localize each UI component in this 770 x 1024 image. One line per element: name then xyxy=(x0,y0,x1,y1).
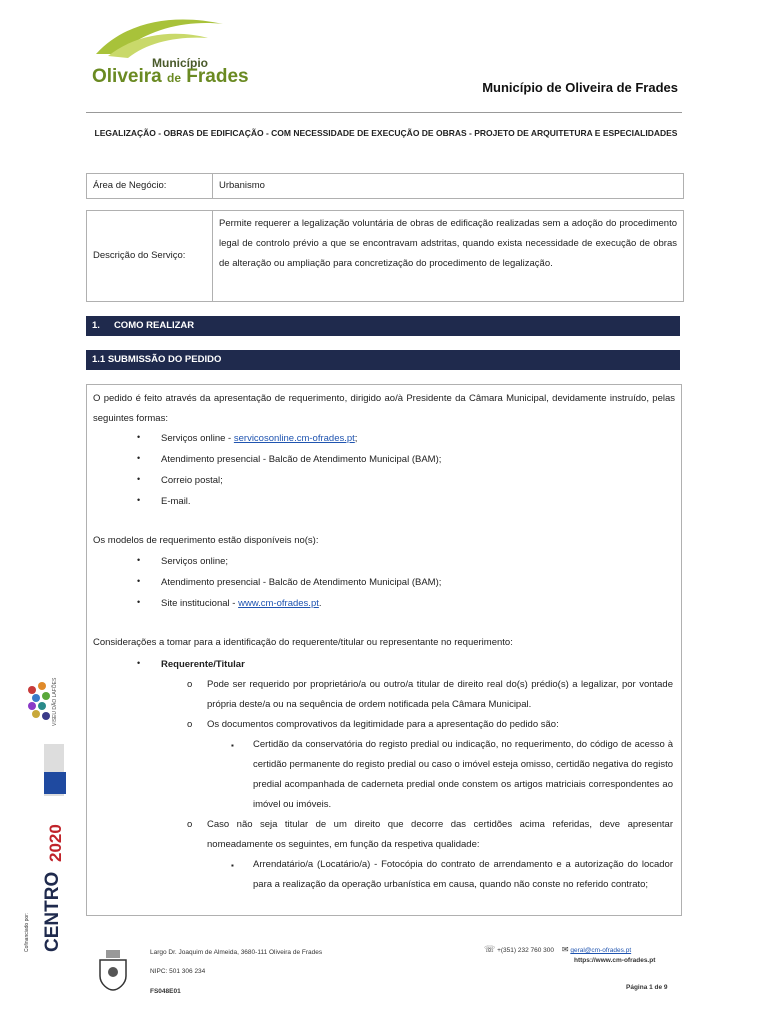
form-item-correio: Correio postal; xyxy=(161,475,223,486)
page-number: Página 1 de 9 xyxy=(626,984,668,991)
viseu-label: VISEU DÃO LAFÕES xyxy=(52,677,58,726)
content-box xyxy=(86,384,682,916)
area-label: Área de Negócio: xyxy=(87,174,213,198)
form-item-email: E-mail. xyxy=(161,496,191,507)
bullet-icon: • xyxy=(137,555,141,565)
section-como-realizar: 1. COMO REALIZAR xyxy=(86,316,680,336)
bullet-icon: • xyxy=(137,453,141,463)
document-title: LEGALIZAÇÃO - OBRAS DE EDIFICAÇÃO - COM NECESSIDADE DE EXECUÇÃO DE OBRAS - PROJETO DE ARQUITETURA E ESPECIALIDADES xyxy=(94,128,678,138)
circle-bullet-icon: o xyxy=(187,819,193,830)
website-link[interactable]: https://www.cm-ofrades.pt xyxy=(574,957,656,964)
sub-item-3: Caso não seja titular de um direito que decorre das certidões acima referidas, deve apresentar nomeadamente os seguintes, em função da respetiva qualidade: xyxy=(207,819,673,850)
bullet-icon: • xyxy=(137,474,141,484)
form-code: FS048E01 xyxy=(150,988,181,995)
models-intro: Os modelos de requerimento estão disponíveis no(s): xyxy=(93,535,319,546)
phone-icon: ☏ xyxy=(484,944,496,954)
cim-logo-icon xyxy=(22,676,72,736)
cofinanciado-label: Cofinanciado por: xyxy=(24,912,30,952)
sub-item-1: Pode ser requerido por proprietário/a ou outro/a titular de direito real do(s) prédio(s) a legalizar, por vontade própria deste/a ou na sequência de ordem notificada pela Câmara Municipal. xyxy=(207,679,673,710)
bullet-icon: • xyxy=(137,432,141,442)
bullet-icon: • xyxy=(137,658,141,668)
email-link[interactable]: geral@cm-ofrades.pt xyxy=(570,947,632,954)
sub-item-3-detail: Arrendatário/a (Locatário/a) - Fotocópia do contrato de arrendamento e a autorização do locador para a realização da operação urbanística em causa, quando não conste no referido contrato; xyxy=(253,859,673,890)
logo-name: Oliveira de Frades xyxy=(92,66,249,87)
funding-logos xyxy=(22,656,72,956)
bullet-icon: • xyxy=(137,597,141,607)
model-item-site: Site institucional - www.cm-ofrades.pt. xyxy=(161,598,322,609)
model-item-online: Serviços online; xyxy=(161,556,229,567)
requerente-title: Requerente/Titular xyxy=(161,659,245,670)
sub-item-2: Os documentos comprovativos da legitimidade para a apresentação do pedido são: xyxy=(207,719,559,730)
portugal2020-logo: 2020 xyxy=(46,824,65,862)
considerations-text: Considerações a tomar para a identificação do requerente/titular ou representante no requerimento: xyxy=(93,637,513,648)
area-value: Urbanismo xyxy=(219,180,265,191)
description-label: Descrição do Serviço: xyxy=(87,211,213,301)
site-link[interactable]: www.cm-ofrades.pt xyxy=(238,598,319,609)
model-item-presencial: Atendimento presencial - Balcão de Atendimento Municipal (BAM); xyxy=(161,577,442,588)
square-bullet-icon: ▪ xyxy=(231,861,234,870)
coat-of-arms-icon xyxy=(96,948,130,992)
servicos-online-link[interactable]: servicosonline.cm-ofrades.pt xyxy=(233,433,355,444)
logo-municipio: Município xyxy=(152,56,208,70)
intro-text: O pedido é feito através da apresentação de requerimento, dirigido ao/à Presidente da Câmara Municipal, devidamente instruído, pelas seguintes formas: xyxy=(93,393,675,424)
form-item-presencial: Atendimento presencial - Balcão de Atendimento Municipal (BAM); xyxy=(161,454,442,465)
sub-item-2-detail: Certidão da conservatória do registo predial ou indicação, no requerimento, do código de acesso à certidão permanente do registo predial ou caso o imóvel esteja omisso, certidão negativa do registo predial acompanhada de caderneta predial onde constem os artigos matriciais correspondentes ao imóvel ou imóveis. xyxy=(253,739,673,810)
description-value: Permite requerer a legalização voluntária de obras de edificação realizadas sem a adoção do procedimento legal de controlo prévio a que se encontravam adstritas, quando exista necessidade de execução de obras de alteração ou ampliação para concretização do procedimento de legalização. xyxy=(219,218,677,269)
circle-bullet-icon: o xyxy=(187,679,193,690)
circle-bullet-icon: o xyxy=(187,719,193,730)
section-submissao: 1.1 SUBMISSÃO DO PEDIDO xyxy=(86,350,680,370)
description-row xyxy=(86,210,684,302)
footer-contact: ☏ +(351) 232 760 300 ✉ geral@cm-ofrades.pt xyxy=(484,944,632,954)
bullet-icon: • xyxy=(137,495,141,505)
centro2020-logo: CENTRO xyxy=(42,871,63,952)
divider xyxy=(86,112,682,113)
entity-name: Município de Oliveira de Frades xyxy=(482,80,678,95)
email-icon: ✉ xyxy=(561,945,569,954)
area-row xyxy=(86,173,684,199)
square-bullet-icon: ▪ xyxy=(231,741,234,750)
form-item-online: Serviços online - servicosonline.cm-ofrades.pt; xyxy=(161,433,358,444)
eu-flag-icon xyxy=(44,772,66,794)
footer-address: Largo Dr. Joaquim de Almeida, 3680-111 Oliveira de Frades NIPC: 501 306 234 xyxy=(150,949,323,975)
bullet-icon: • xyxy=(137,576,141,586)
